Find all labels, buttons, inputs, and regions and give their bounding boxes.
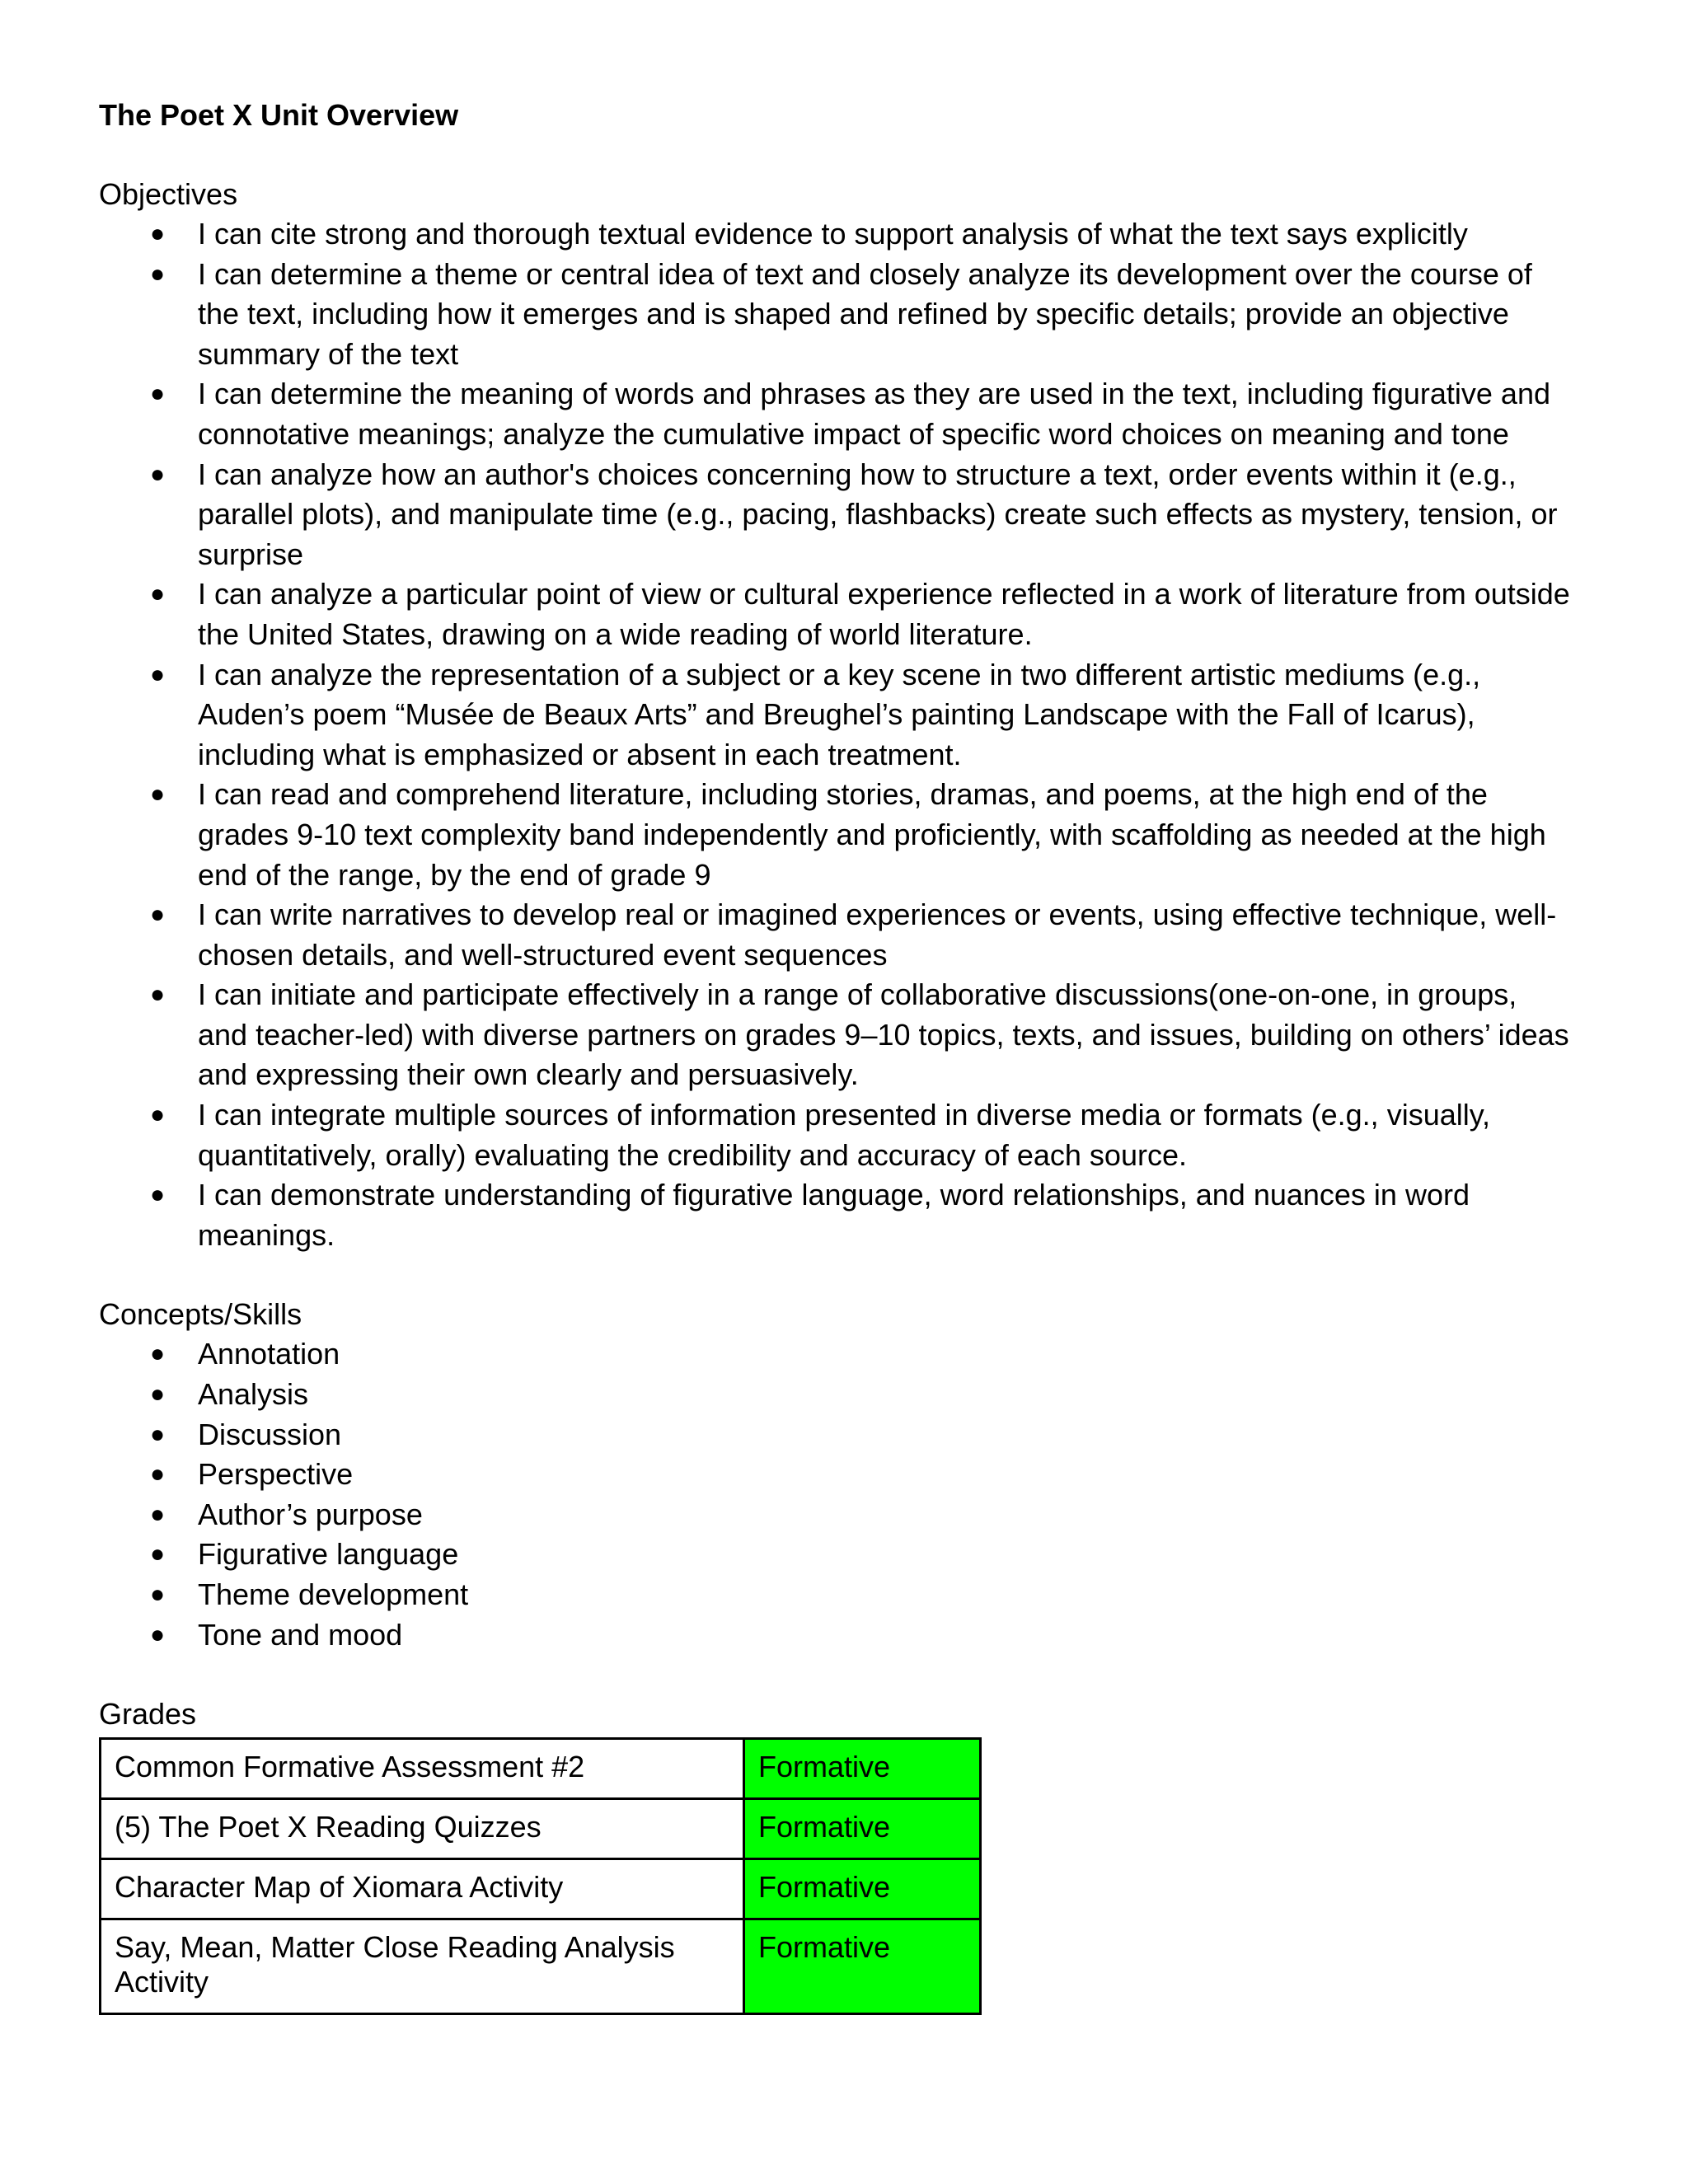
- bullet-icon: ●: [150, 260, 166, 288]
- bullet-icon: ●: [150, 1420, 166, 1448]
- spacer: [99, 1655, 1582, 1694]
- bullet-icon: ●: [150, 380, 166, 408]
- concept-item: [99, 1375, 1582, 1415]
- objective-item: [99, 1095, 1582, 1175]
- grades-table: [99, 1737, 982, 2015]
- concept-item: [99, 1495, 1582, 1535]
- concepts-list: [99, 1334, 1582, 1655]
- objectives-heading: Objectives: [99, 177, 238, 211]
- assessment-name: (5) The Poet X Reading Quizzes: [101, 1799, 744, 1859]
- bullet-icon: ●: [150, 1380, 166, 1408]
- spacer: [99, 1255, 1582, 1295]
- concept-item: [99, 1535, 1582, 1575]
- concept-text: Annotation: [198, 1337, 340, 1371]
- objective-text: I can write narratives to develop real or imagined experiences or events, using effective technique, well-chosen details, and well-structured event sequences: [198, 898, 1557, 972]
- table-row: [101, 1859, 981, 1919]
- concept-text: Author’s purpose: [198, 1497, 423, 1531]
- bullet-icon: ●: [150, 460, 166, 488]
- bullet-icon: ●: [150, 981, 166, 1009]
- objective-item: [99, 374, 1582, 454]
- objective-text: I can integrate multiple sources of information presented in diverse media or formats (e.g., visually, quantitatively, orally) evaluating the credibility and accuracy of each source.: [198, 1098, 1491, 1172]
- objective-item: [99, 214, 1582, 255]
- objective-text: I can analyze a particular point of view or cultural experience reflected in a work of literature from outside the United States, drawing on a wide reading of world literature.: [198, 577, 1570, 651]
- bullet-icon: ●: [150, 1581, 166, 1608]
- bullet-icon: ●: [150, 220, 166, 247]
- objective-text: I can determine a theme or central idea of text and closely analyze its development over the course of the text, including how it emerges and is shaped and refined by specific details; provide an objective summary of the text: [198, 256, 1532, 371]
- objective-item: [99, 1175, 1582, 1255]
- objective-item: [99, 455, 1582, 575]
- concept-item: [99, 1334, 1582, 1375]
- objective-item: [99, 574, 1582, 654]
- objective-text: I can analyze the representation of a subject or a key scene in two different artistic mediums (e.g., Auden’s poem “Musée de Beaux Arts” and Breughel’s painting Landscape with the Fall of Icarus), including what is emphasized or absent in each treatment.: [198, 657, 1481, 771]
- concept-item: [99, 1575, 1582, 1615]
- document-page: [99, 96, 1582, 2015]
- concept-text: Tone and mood: [198, 1617, 403, 1652]
- grades-heading: Grades: [99, 1697, 197, 1732]
- objective-text: I can analyze how an author's choices concerning how to structure a text, order events within it (e.g., parallel plots), and manipulate time (e.g., pacing, flashbacks) create such effects as mystery, tension, or surprise: [198, 457, 1558, 571]
- concepts-heading: Concepts/Skills: [99, 1297, 302, 1332]
- bullet-icon: ●: [150, 1500, 166, 1528]
- objective-text: I can initiate and participate effectively in a range of collaborative discussions(one-on-one, in groups, and teacher-led) with diverse partners on grades 9–10 topics, texts, and issues, building on others’ ideas and expressing their own clearly and persuasively.: [198, 977, 1569, 1092]
- assessment-type: Formative: [744, 1859, 981, 1919]
- assessment-name: Character Map of Xiomara Activity: [101, 1859, 744, 1919]
- concept-text: Analysis: [198, 1377, 309, 1412]
- objective-text: I can cite strong and thorough textual evidence to support analysis of what the text says explicitly: [198, 217, 1468, 251]
- page-title: The Poet X Unit Overview: [99, 98, 459, 132]
- concept-item: [99, 1615, 1582, 1656]
- assessment-name: Common Formative Assessment #2: [101, 1739, 744, 1799]
- concept-text: Figurative language: [198, 1537, 459, 1572]
- bullet-icon: ●: [150, 1181, 166, 1209]
- objective-text: I can determine the meaning of words and phrases as they are used in the text, including figurative and connotative meanings; analyze the cumulative impact of specific word choices on meaning and tone: [198, 377, 1550, 451]
- concept-text: Discussion: [198, 1417, 342, 1451]
- concept-text: Theme development: [198, 1577, 469, 1611]
- concept-item: [99, 1455, 1582, 1495]
- bullet-icon: ●: [150, 660, 166, 688]
- assessment-type: Formative: [744, 1739, 981, 1799]
- bullet-icon: ●: [150, 1460, 166, 1488]
- objective-item: [99, 775, 1582, 895]
- assessment-type: Formative: [744, 1799, 981, 1859]
- objective-item: [99, 255, 1582, 375]
- bullet-icon: ●: [150, 1620, 166, 1648]
- bullet-icon: ●: [150, 1101, 166, 1129]
- objective-text: I can read and comprehend literature, including stories, dramas, and poems, at the high end of the grades 9-10 text complexity band independently and proficiently, with scaffolding as needed at the high end of the range, by the end of grade 9: [198, 777, 1546, 892]
- spacer: [99, 135, 1582, 175]
- bullet-icon: ●: [150, 901, 166, 929]
- objective-item: [99, 655, 1582, 776]
- concept-text: Perspective: [198, 1457, 354, 1492]
- objective-text: I can demonstrate understanding of figurative language, word relationships, and nuances in word meanings.: [198, 1178, 1470, 1252]
- assessment-type: Formative: [744, 1919, 981, 2014]
- concept-item: [99, 1415, 1582, 1455]
- bullet-icon: ●: [150, 1540, 166, 1568]
- table-row: [101, 1799, 981, 1859]
- bullet-icon: ●: [150, 1340, 166, 1368]
- bullet-icon: ●: [150, 580, 166, 608]
- objectives-list: [99, 214, 1582, 1255]
- assessment-name: Say, Mean, Matter Close Reading Analysis Activity: [101, 1919, 744, 2014]
- objective-item: [99, 895, 1582, 975]
- table-row: [101, 1919, 981, 2014]
- bullet-icon: ●: [150, 780, 166, 808]
- objective-item: [99, 975, 1582, 1095]
- table-row: [101, 1739, 981, 1799]
